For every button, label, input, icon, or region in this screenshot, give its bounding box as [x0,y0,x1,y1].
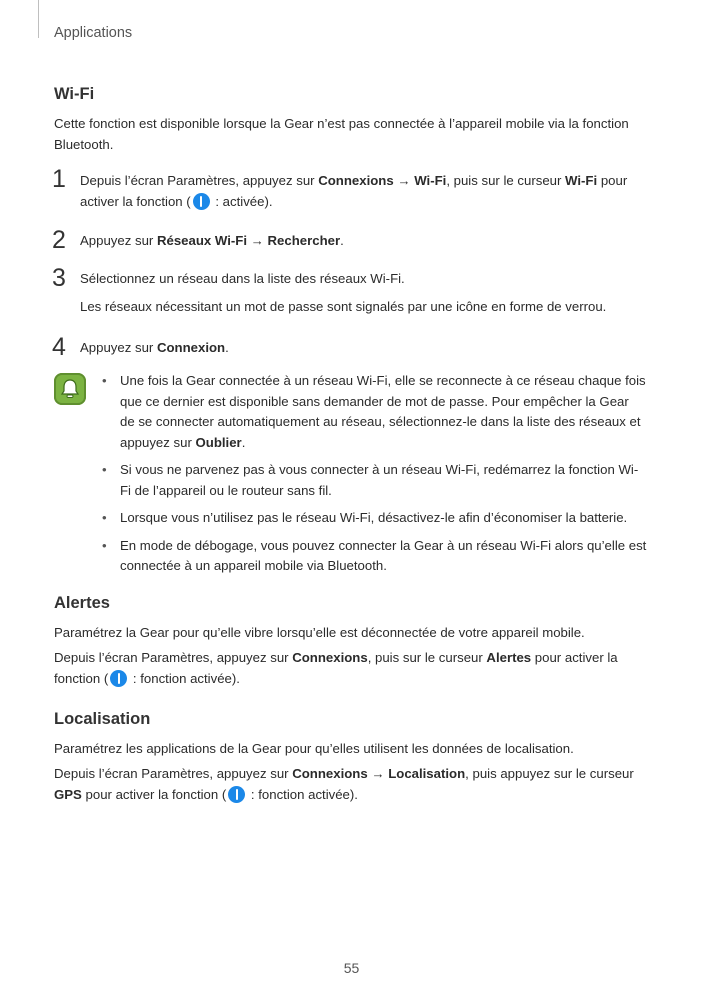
localisation-title: Localisation [54,710,151,728]
localisation-intro: Paramétrez les applications de la Gear pour qu’elles utilisent les données de localisation. [54,741,574,756]
step-number-1: 1 [52,165,66,193]
alertes-instructions: Depuis l’écran Paramètres, appuyez sur Connexions, puis sur le curseur Alertes pour activer la fonction ( : fonction activée). [54,650,618,686]
toggle-on-icon [228,786,245,803]
step-3-text: Sélectionnez un réseau dans la liste des réseaux Wi-Fi. [80,271,405,286]
alertes-title: Alertes [54,594,110,612]
alertes-intro: Paramétrez la Gear pour qu’elle vibre lorsqu’elle est déconnectée de votre appareil mobile. [54,625,585,640]
step-number-4: 4 [52,333,66,361]
step-3-subtext: Les réseaux nécessitant un mot de passe sont signalés par une icône en forme de verrou. [80,299,607,314]
note-item: • Lorsque vous n’utilisez pas le réseau Wi-Fi, désactivez-le afin d’économiser la batterie. [102,510,628,525]
step-number-2: 2 [52,226,66,254]
header-rule [38,0,39,38]
wifi-title: Wi-Fi [54,85,95,103]
note-item: • Une fois la Gear connectée à un réseau Wi-Fi, elle se reconnecte à ce réseau chaque fois que ce dernier est disponible sans demander de mot de passe. Pour empêcher la Gear de se connecter automatiquement au réseau, sélectionnez-le dans la liste des réseaux et appuyez sur Oublier. [102,373,646,450]
step-2-text: Appuyez sur Réseaux Wi-Fi → Rechercher. [80,233,344,248]
notes-list [102,371,647,584]
step-4-text: Appuyez sur Connexion. [80,340,229,355]
toggle-on-icon [110,670,127,687]
page-number: 55 [343,960,360,976]
note-item: • Si vous ne parvenez pas à vous connecter à un réseau Wi-Fi, redémarrez la fonction Wi-Fi de l’appareil ou le routeur sans fil. [102,462,639,498]
note-item: • En mode de débogage, vous pouvez connecter la Gear à un réseau Wi-Fi alors qu’elle est connectée à un appareil mobile via Bluetooth. [102,537,647,573]
section-header: Applications [54,25,133,41]
wifi-intro: Cette fonction est disponible lorsque la Gear n’est pas connectée à l’appareil mobile via la fonction Bluetooth. [54,116,629,152]
bell-note-icon [54,373,86,405]
localisation-instructions: Depuis l’écran Paramètres, appuyez sur Connexions → Localisation, puis appuyez sur le curseur GPS pour activer la fonction ( : fonction activée). [54,766,634,802]
toggle-on-icon [193,193,210,210]
step-number-3: 3 [52,264,66,292]
step-1-text: Depuis l’écran Paramètres, appuyez sur Connexions → Wi-Fi, puis sur le curseur Wi-Fi pour activer la fonction ( : activée). [80,173,628,209]
